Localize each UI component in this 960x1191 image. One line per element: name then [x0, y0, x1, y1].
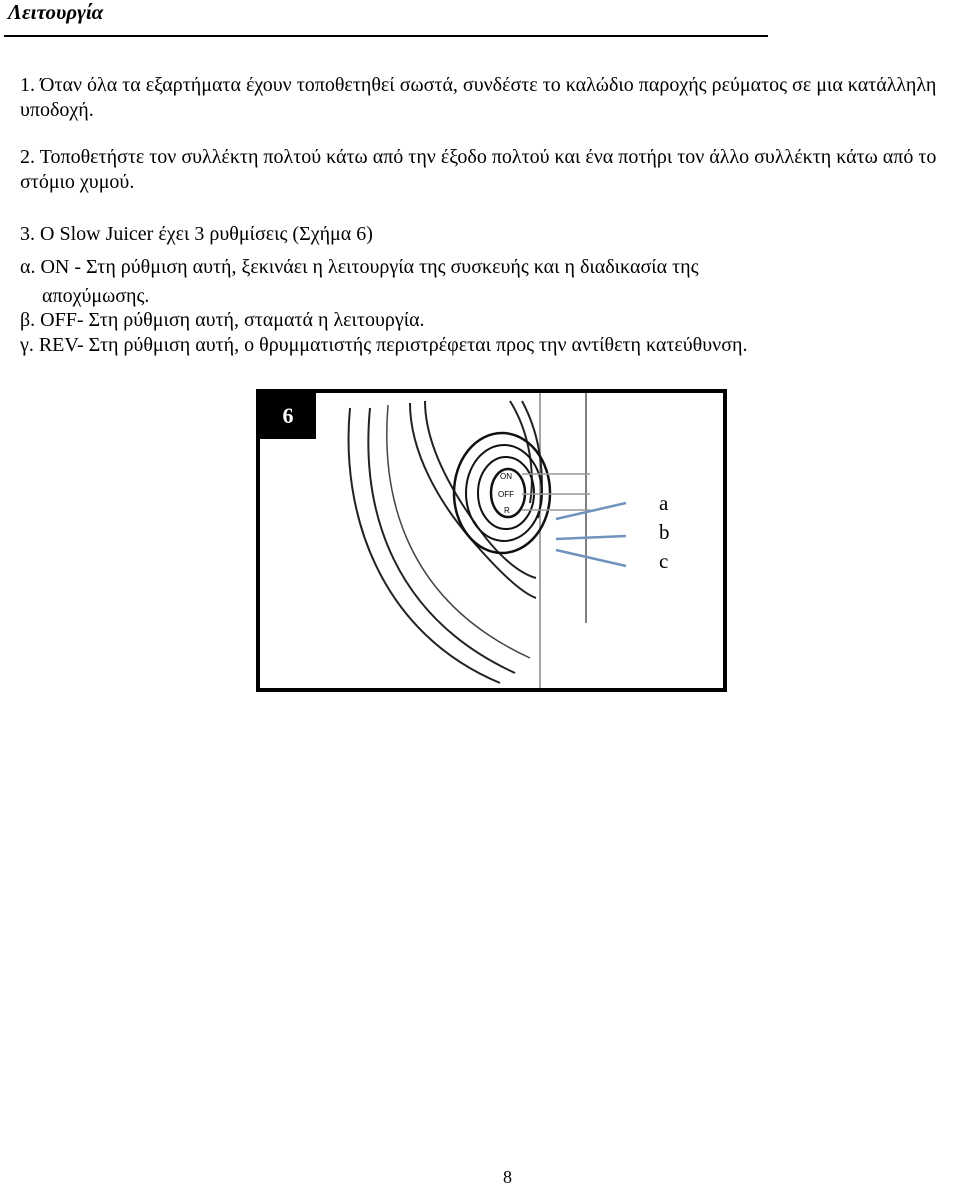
setting-off: β. OFF- Στη ρύθμιση αυτή, σταματά η λειτουργία.	[20, 309, 425, 331]
step-3: 3. O Slow Juicer έχει 3 ρυθμίσεις (Σχήμα 6)	[20, 223, 373, 245]
step-2: 2. Τοποθετήστε τον συλλέκτη πολτού κάτω από την έξοδο πολτού και ένα ποτήρι τον άλλο συλλέκτη κάτω από το στόμιο χυμού.	[20, 146, 937, 193]
leader-line-b	[556, 536, 626, 539]
leader-line-c	[556, 550, 626, 566]
figure-6	[256, 389, 727, 692]
knob-off-text: OFF	[498, 490, 514, 499]
section-heading: Λειτουργία	[8, 0, 104, 24]
heading-rule	[4, 35, 768, 37]
knob-r-text: R	[504, 506, 510, 515]
setting-on: α. ON - Στη ρύθμιση αυτή, ξεκινάει η λειτουργία της συσκευής και η διαδικασία της	[20, 256, 699, 278]
setting-on-continued: αποχύμωσης.	[42, 285, 150, 307]
leader-line-a	[556, 503, 626, 519]
figure-label-a: a	[659, 491, 669, 515]
juicer-knob-illustration	[260, 393, 723, 688]
figure-number-badge: 6	[260, 393, 316, 439]
step-1: 1. Όταν όλα τα εξαρτήματα έχουν τοποθετηθεί σωστά, συνδέστε το καλώδιο παροχής ρεύματος σε μια κατάλληλη υποδοχή.	[20, 74, 937, 121]
page-number: 8	[503, 1167, 512, 1187]
setting-rev: γ. REV- Στη ρύθμιση αυτή, ο θρυμματιστής περιστρέφεται προς την αντίθετη κατεύθυνση.	[20, 334, 748, 356]
knob-on-text: ON	[500, 472, 512, 481]
figure-label-b: b	[659, 520, 670, 544]
figure-label-c: c	[659, 549, 669, 573]
